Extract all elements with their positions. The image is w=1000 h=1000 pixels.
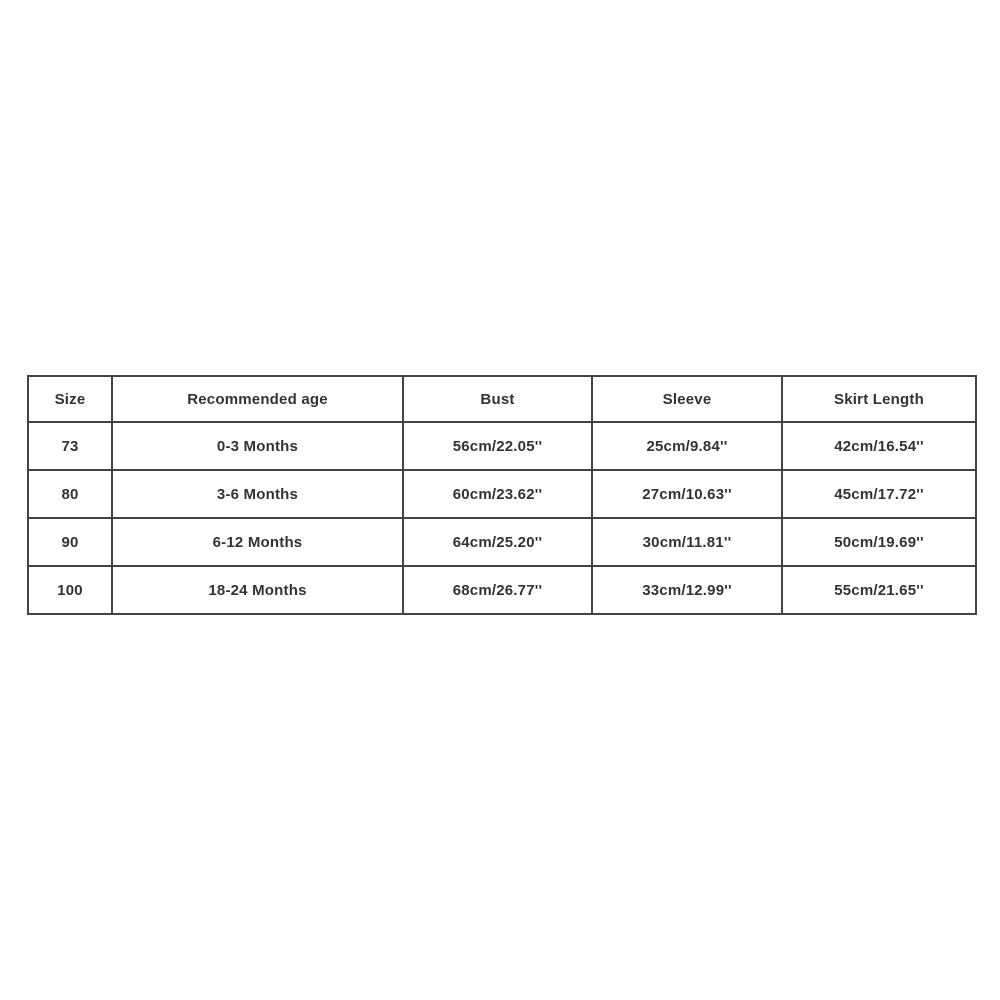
header-skirt-length: Skirt Length	[782, 376, 976, 422]
cell-skirt-length: 45cm/17.72''	[782, 470, 976, 518]
cell-bust: 64cm/25.20''	[403, 518, 592, 566]
header-size: Size	[28, 376, 112, 422]
size-chart-table	[27, 375, 977, 615]
cell-skirt-length: 42cm/16.54''	[782, 422, 976, 470]
cell-age: 3-6 Months	[112, 470, 403, 518]
header-bust: Bust	[403, 376, 592, 422]
cell-size: 90	[28, 518, 112, 566]
table-row	[28, 470, 976, 518]
header-row	[28, 376, 976, 422]
table-row	[28, 422, 976, 470]
cell-bust: 56cm/22.05''	[403, 422, 592, 470]
cell-sleeve: 33cm/12.99''	[592, 566, 782, 614]
cell-size: 73	[28, 422, 112, 470]
cell-age: 18-24 Months	[112, 566, 403, 614]
table-row	[28, 518, 976, 566]
cell-bust: 60cm/23.62''	[403, 470, 592, 518]
cell-sleeve: 25cm/9.84''	[592, 422, 782, 470]
cell-sleeve: 27cm/10.63''	[592, 470, 782, 518]
table-row	[28, 566, 976, 614]
cell-skirt-length: 55cm/21.65''	[782, 566, 976, 614]
cell-age: 6-12 Months	[112, 518, 403, 566]
header-recommended-age: Recommended age	[112, 376, 403, 422]
cell-size: 80	[28, 470, 112, 518]
cell-age: 0-3 Months	[112, 422, 403, 470]
cell-skirt-length: 50cm/19.69''	[782, 518, 976, 566]
cell-sleeve: 30cm/11.81''	[592, 518, 782, 566]
header-sleeve: Sleeve	[592, 376, 782, 422]
cell-size: 100	[28, 566, 112, 614]
cell-bust: 68cm/26.77''	[403, 566, 592, 614]
